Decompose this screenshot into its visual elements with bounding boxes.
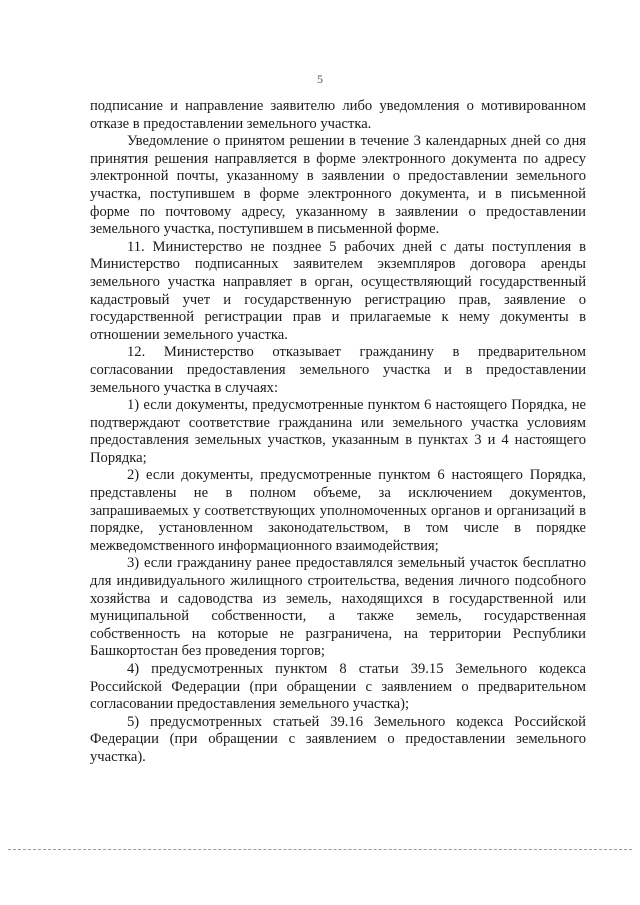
document-body xyxy=(90,98,586,767)
list-item-5: 5) предусмотренных статьей 39.16 Земельного кодекса Российской Федерации (при обращении с заявлением о предоставлении земельного участка). xyxy=(90,713,586,765)
paragraph-continuation: подписание и направление заявителю либо уведомления о мотивированном отказе в предоставлении земельного участка. xyxy=(90,98,586,132)
list-item-4: 4) предусмотренных пунктом 8 статьи 39.15 Земельного кодекса Российской Федерации (при обращении с заявлением о предварительном согласовании предоставления земельного участка); xyxy=(90,661,586,713)
paragraph-item-11: 11. Министерство не позднее 5 рабочих дней с даты поступления в Министерство подписанных заявителем экземпляров договора аренды земельного участка направляет в орган, осуществляющий государственный кадастровый учет и государственную регистрацию прав, заявление о государственной регистрации прав и прилагаемые к нему документы в отношении земельного участка. xyxy=(90,238,586,343)
paragraph-item-12: 12. Министерство отказывает гражданину в предварительном согласовании предоставления земельного участка и в предоставлении земельного участка в случаях: xyxy=(90,344,586,396)
list-item-3: 3) если гражданину ранее предоставлялся земельный участок бесплатно для индивидуального жилищного строительства, ведения личного подсобного хозяйства и садоводства из земель, находящихся в государственной или муниципальной собственности, а также земель, государственная собственность на которые не разграничена, на территории Республики Башкортостан без проведения торгов; xyxy=(90,555,586,660)
bottom-divider xyxy=(8,849,632,850)
page-number: 5 xyxy=(317,72,323,86)
list-item-1: 1) если документы, предусмотренные пунктом 6 настоящего Порядка, не подтверждают соответствие гражданина или земельного участка условиям предоставления земельных участков, указанным в пунктах 3 и 4 настоящего Порядка; xyxy=(90,397,586,466)
list-item-2: 2) если документы, предусмотренные пунктом 6 настоящего Порядка, представлены не в полном объеме, за исключением документов, запрашиваемых у соответствующих уполномоченных органов и организаций в порядке, установленном законодательством, в том числе в порядке межведомственного информационного взаимодействия; xyxy=(90,467,586,554)
paragraph-notification: Уведомление о принятом решении в течение 3 календарных дней со дня принятия решения направляется в форме электронного документа по адресу электронной почты, указанному в заявлении о предоставлении земельного участка, поступившем в форме электронного документа, и в письменной форме по почтовому адресу, указанному в заявлении о предоставлении земельного участка, поступившем в письменной форме. xyxy=(90,133,586,238)
